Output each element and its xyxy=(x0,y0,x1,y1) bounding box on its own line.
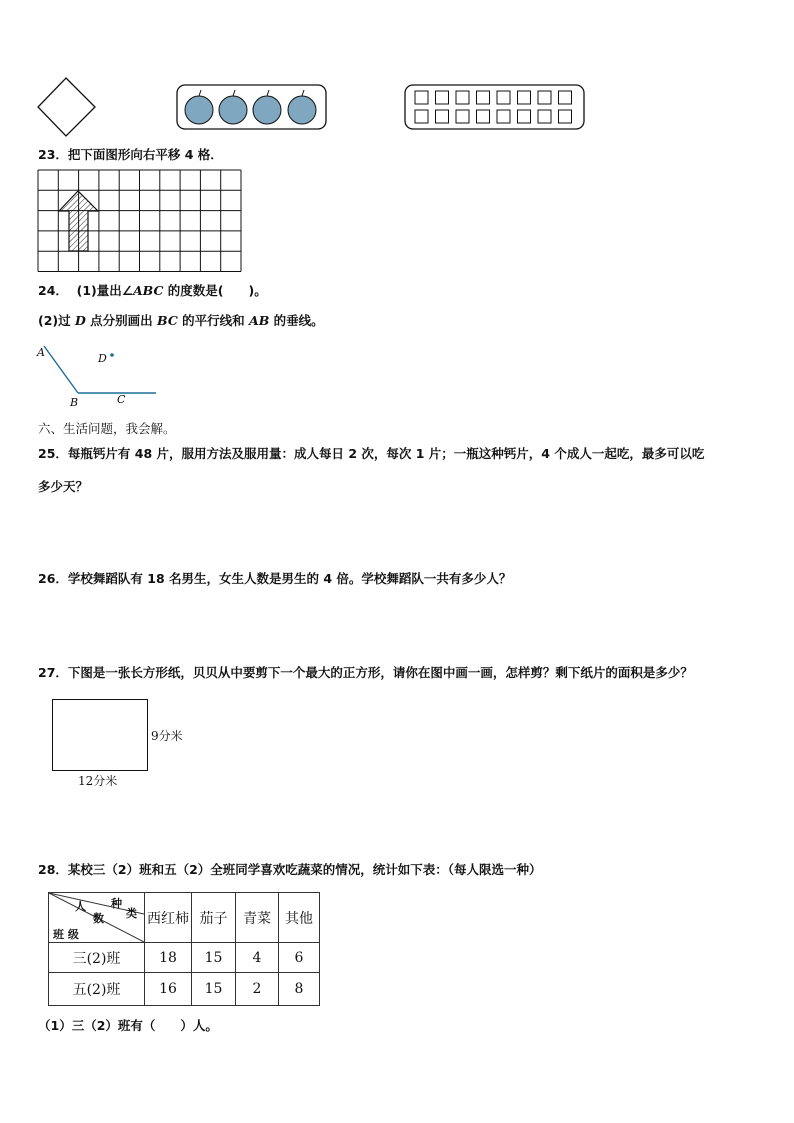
table-cell: 6 xyxy=(279,943,320,973)
table-cell: 16 xyxy=(145,973,192,1006)
table-row xyxy=(49,943,320,973)
table-cell: 2 xyxy=(236,973,279,1006)
small-squares xyxy=(415,91,572,123)
small-square xyxy=(497,91,510,104)
col-header: 茄子 xyxy=(192,893,236,943)
q27-text: 27．下图是一张长方形纸，贝贝从中要剪下一个最大的正方形，请你在图中画一画，怎样剪？剩下纸片的面积是多少？ xyxy=(38,665,693,680)
header-corner xyxy=(49,893,145,943)
row-label: 三(2)班 xyxy=(49,943,145,973)
q24-part1: 24． (1)量出∠ABC 的度数是( )。 xyxy=(38,283,267,298)
corner-class: 班 级 xyxy=(53,928,79,941)
q23-grid-figure xyxy=(0,160,260,280)
arrow-shape xyxy=(59,191,98,251)
corner-lei: 类 xyxy=(126,907,137,920)
apple-icon xyxy=(288,90,316,124)
table-cell: 18 xyxy=(145,943,192,973)
small-square xyxy=(456,110,469,123)
top-figures xyxy=(0,0,794,140)
width-label: 12分米 xyxy=(78,774,118,788)
paper-rectangle xyxy=(52,699,148,771)
diamond-shape xyxy=(38,78,95,136)
corner-kind: 种 xyxy=(111,897,122,910)
q28-sub1: （1）三（2）班有（ ）人。 xyxy=(38,1018,218,1033)
label-d: D xyxy=(98,352,107,365)
col-header: 其他 xyxy=(279,893,320,943)
q23-text: 23．把下面图形向右平移 4 格． xyxy=(38,147,223,162)
q28-text: 28．某校三（2）班和五（2）全班同学喜欢吃蔬菜的情况，统计如下表：（每人限选一种） xyxy=(38,862,542,877)
label-b: B xyxy=(70,396,79,409)
square-box xyxy=(405,85,584,129)
row-label: 五(2)班 xyxy=(49,973,145,1006)
small-square xyxy=(518,91,531,104)
small-square xyxy=(538,91,551,104)
q26-text: 26．学校舞蹈队有 18 名男生，女生人数是男生的 4 倍。学校舞蹈队一共有多少人？ xyxy=(38,571,512,586)
table-row xyxy=(49,973,320,1006)
small-square xyxy=(538,110,551,123)
small-square xyxy=(559,91,572,104)
small-square xyxy=(456,91,469,104)
small-square xyxy=(415,91,428,104)
section-heading: 六、生活问题，我会解。 xyxy=(38,421,176,436)
label-c: C xyxy=(117,393,126,406)
col-header: 西红柿 xyxy=(145,893,192,943)
table-cell: 8 xyxy=(279,973,320,1006)
apple-icon xyxy=(253,90,281,124)
q25-line1: 25．每瓶钙片有 48 片，服用方法及服用量：成人每日 2 次，每次 1 片；一瓶这种钙片，4 个成人一起吃，最多可以吃 xyxy=(38,446,705,461)
small-square xyxy=(436,110,449,123)
col-header: 青菜 xyxy=(236,893,279,943)
apple-icon xyxy=(219,90,247,124)
small-square xyxy=(415,110,428,123)
small-square xyxy=(436,91,449,104)
q24-part2: (2)过 D 点分别画出 BC 的平行线和 AB 的垂线。 xyxy=(38,313,324,328)
small-square xyxy=(477,110,490,123)
corner-ren: 人 xyxy=(75,900,86,913)
table-header-row xyxy=(49,893,320,943)
label-a: A xyxy=(37,346,45,359)
q25-line2: 多少天？ xyxy=(38,479,89,494)
small-square xyxy=(477,91,490,104)
apple-icon xyxy=(185,90,213,124)
ray-ba xyxy=(44,346,78,393)
height-label: 9分米 xyxy=(151,729,183,743)
corner-shu: 数 xyxy=(93,912,104,925)
angle-figure xyxy=(30,340,170,410)
small-square xyxy=(497,110,510,123)
vegetable-table xyxy=(48,892,320,1006)
table-cell: 4 xyxy=(236,943,279,973)
table-cell: 15 xyxy=(192,943,236,973)
small-square xyxy=(559,110,572,123)
table-cell: 15 xyxy=(192,973,236,1006)
small-square xyxy=(518,110,531,123)
point-d xyxy=(110,353,114,357)
